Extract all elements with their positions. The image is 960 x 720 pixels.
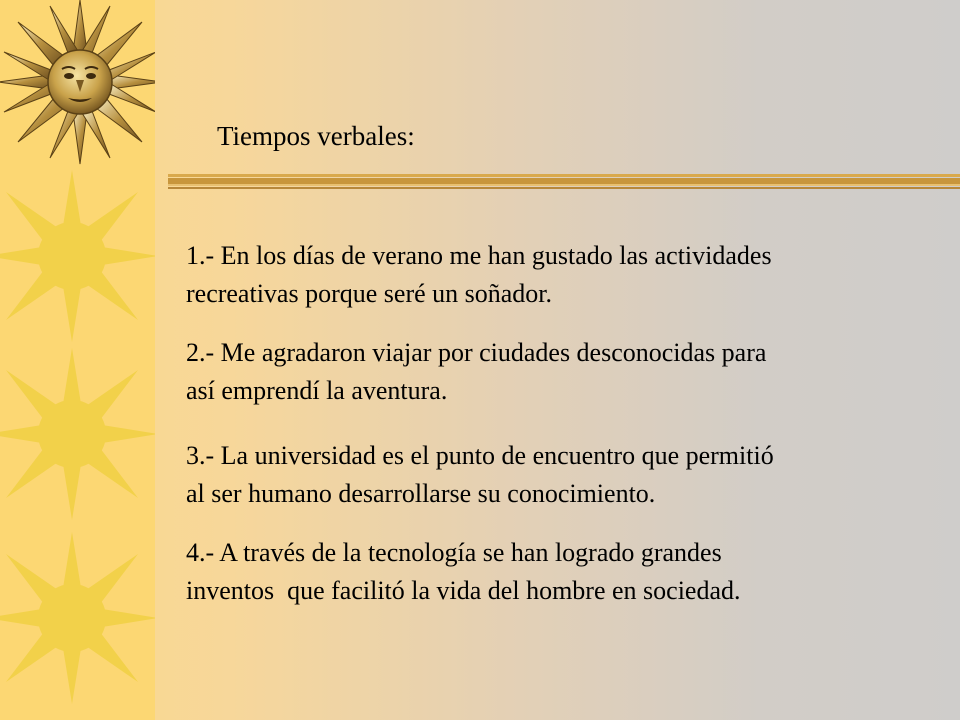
list-item	[186, 437, 774, 513]
list-item	[186, 237, 772, 313]
sun-icon	[0, 528, 155, 708]
slide-title: Tiempos verbales:	[217, 121, 415, 151]
list-item-line: recreativas porque seré un soñador.	[186, 279, 553, 308]
list-item-line: así emprendí la aventura.	[186, 376, 448, 405]
list-item	[186, 534, 741, 610]
list-item-line: 2.- Me agradaron viajar por ciudades desconocidas para	[186, 338, 767, 367]
list-item	[186, 334, 766, 410]
list-item-line: 3.- La universidad es el punto de encuentro que permitió	[186, 441, 774, 470]
list-item-line: inventos que facilitó la vida del hombre en sociedad.	[186, 576, 741, 605]
sun-face-icon	[0, 0, 155, 165]
sun-icon	[0, 346, 155, 521]
list-item-line: 1.- En los días de verano me han gustado las actividades	[186, 241, 772, 270]
decorative-border	[0, 0, 155, 720]
list-item-line: al ser humano desarrollarse su conocimiento.	[186, 479, 656, 508]
sun-icon	[0, 168, 155, 343]
list-item-line: 4.- A través de la tecnología se han logrado grandes	[186, 538, 722, 567]
title-divider	[168, 172, 960, 192]
